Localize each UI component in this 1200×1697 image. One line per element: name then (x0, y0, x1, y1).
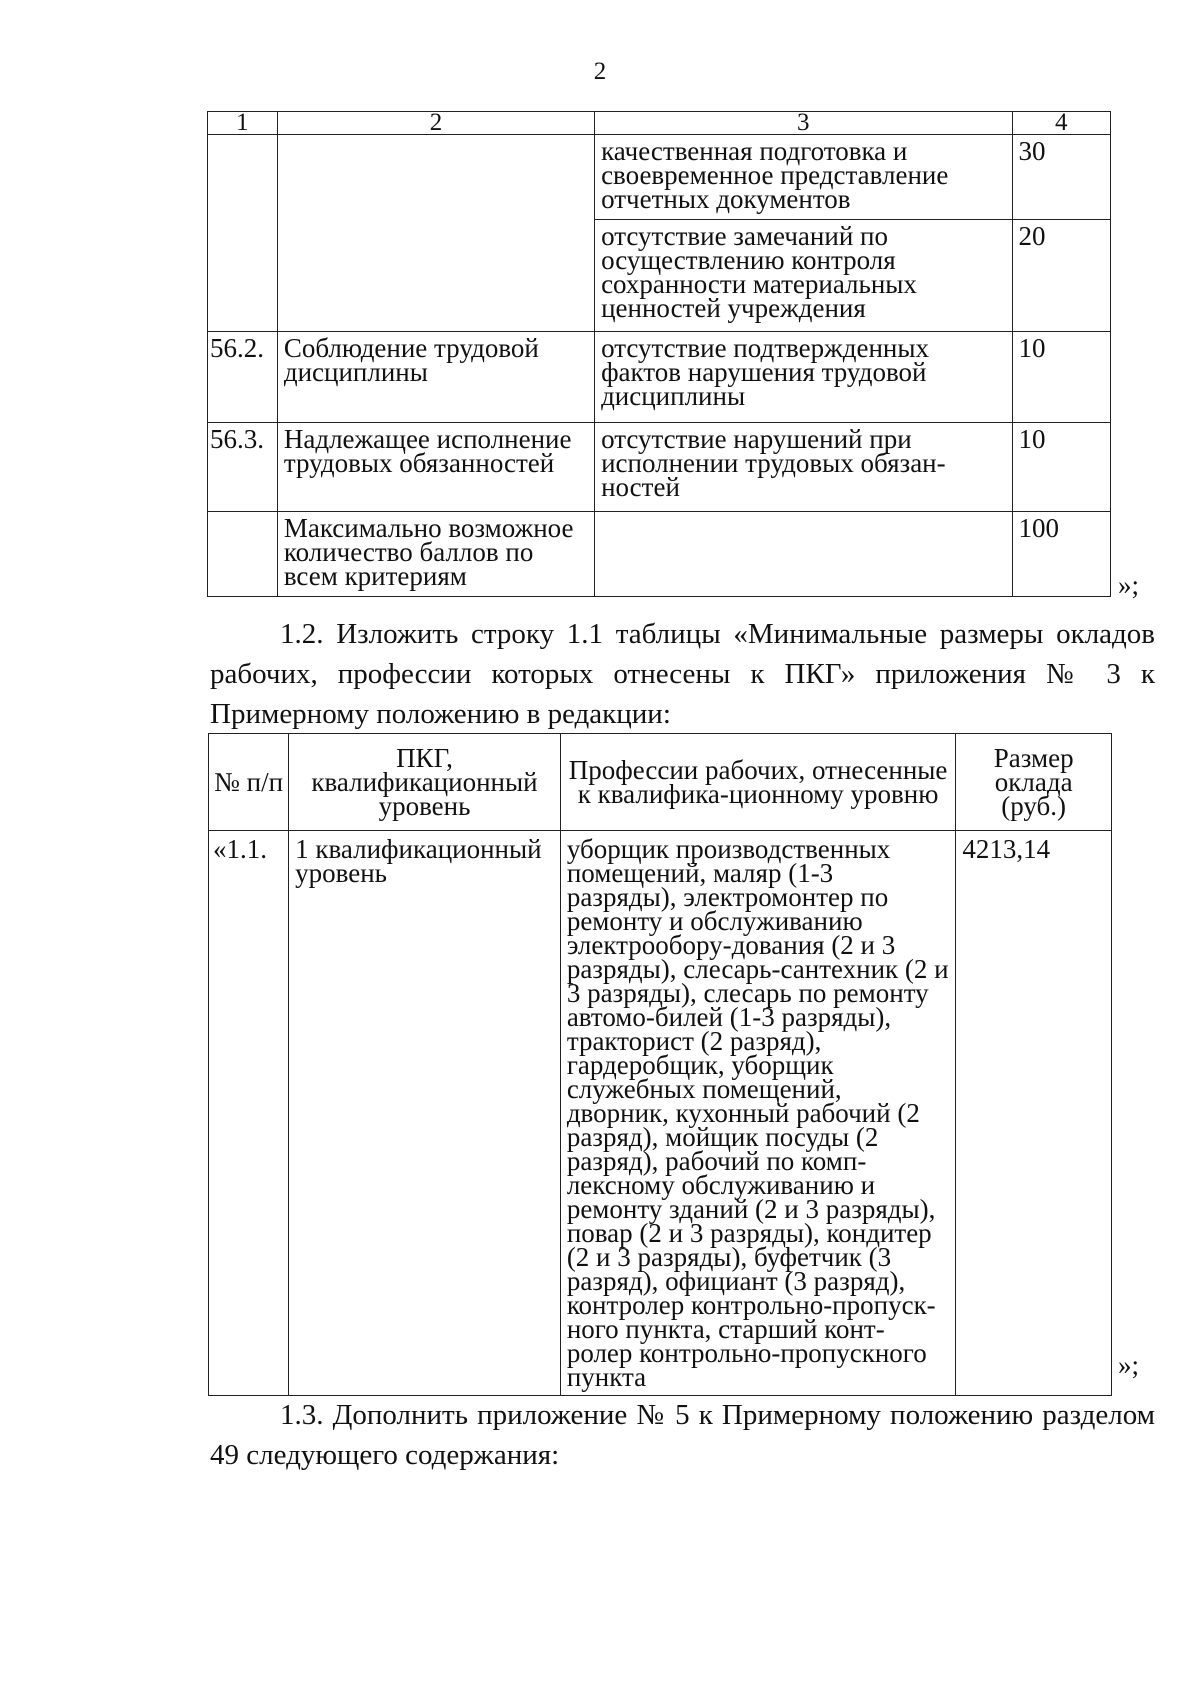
header-cell: 4 (1012, 112, 1110, 135)
points: 10 (1012, 423, 1110, 512)
indicator-name: Соблюдение трудовой дисциплины (277, 332, 594, 423)
qualification-level: 1 квалификационный уровень (289, 831, 561, 1396)
paragraph-1-3 (210, 1395, 1155, 1475)
row-number (208, 512, 278, 597)
header-cell: 3 (595, 112, 1012, 135)
indicator-name: Надлежащее исполнение трудовых обязанностей (277, 423, 594, 512)
criteria-table (207, 111, 1111, 597)
header-cell: Профессии рабочих, отнесенные к квалифика-ционному уровню (560, 734, 956, 831)
table-row (208, 423, 1111, 512)
professions: уборщик производственных помещений, маляр (1-3 разряды), электромонтер по ремонту и обслуживанию электрообору-дования (2 и 3 разряды), слесарь-сантехник (2 и 3 разряды), слесарь по ремонту автомо-билей (1-3 разряды), тракторист (2 разряд), гардеробщик, уборщик служебных помещений, дворник, кухонный рабочий (2 разряд), мойщик посуды (2 разряд), рабочий по комп-лексному обслуживанию и ремонту зданий (2 и 3 разряды), повар (2 и 3 разряды), кондитер (2 и 3 разряды), буфетчик (3 разряд), официант (3 разряд), контролер контрольно-пропуск-ного пункта, старший конт-ролер контрольно-пропускного пункта (560, 831, 956, 1396)
header-cell: 1 (208, 112, 278, 135)
salary-table (208, 733, 1112, 1396)
indicator-name (277, 135, 594, 332)
closing-quote: »; (1118, 570, 1140, 600)
criterion: отсутствие замечаний по осуществлению контроля сохранности материальных ценностей учреждения (595, 220, 1012, 332)
table-row (208, 135, 1111, 220)
paragraph-1-2 (210, 614, 1155, 734)
row-number: 56.2. (208, 332, 278, 423)
header-cell: Размер оклада (руб.) (956, 734, 1112, 831)
table-row (208, 512, 1111, 597)
points: 20 (1012, 220, 1110, 332)
row-number: «1.1. (209, 831, 289, 1396)
points: 100 (1012, 512, 1110, 597)
closing-quote: »; (1118, 1350, 1140, 1380)
paragraph-1-3-text: 1.3. Дополнить приложение № 5 к Примерному положению разделом 49 следующего содержания: (210, 1399, 1155, 1471)
criterion: отсутствие нарушений при исполнении трудовых обязан-ностей (595, 423, 1012, 512)
page-number: 2 (593, 58, 607, 85)
points: 10 (1012, 332, 1110, 423)
table-header-row (208, 112, 1111, 135)
points: 30 (1012, 135, 1110, 220)
table-header-row (209, 734, 1112, 831)
header-cell: № п/п (209, 734, 289, 831)
header-cell: ПКГ, квалификационный уровень (289, 734, 561, 831)
indicator-name: Максимально возможное количество баллов по всем критериям (277, 512, 594, 597)
table-row (209, 831, 1112, 1396)
row-number: 56.3. (208, 423, 278, 512)
paragraph-1-2-text: 1.2. Изложить строку 1.1 таблицы «Минимальные размеры окладов рабочих, профессии которых отнесены к ПКГ» приложения № 3 к Примерному положению в редакции: (210, 618, 1155, 730)
criterion (595, 512, 1012, 597)
salary: 4213,14 (956, 831, 1112, 1396)
row-number (208, 135, 278, 332)
table-row (208, 332, 1111, 423)
header-cell: 2 (277, 112, 594, 135)
criterion: качественная подготовка и своевременное представление отчетных документов (595, 135, 1012, 220)
criterion: отсутствие подтвержденных фактов нарушения трудовой дисциплины (595, 332, 1012, 423)
